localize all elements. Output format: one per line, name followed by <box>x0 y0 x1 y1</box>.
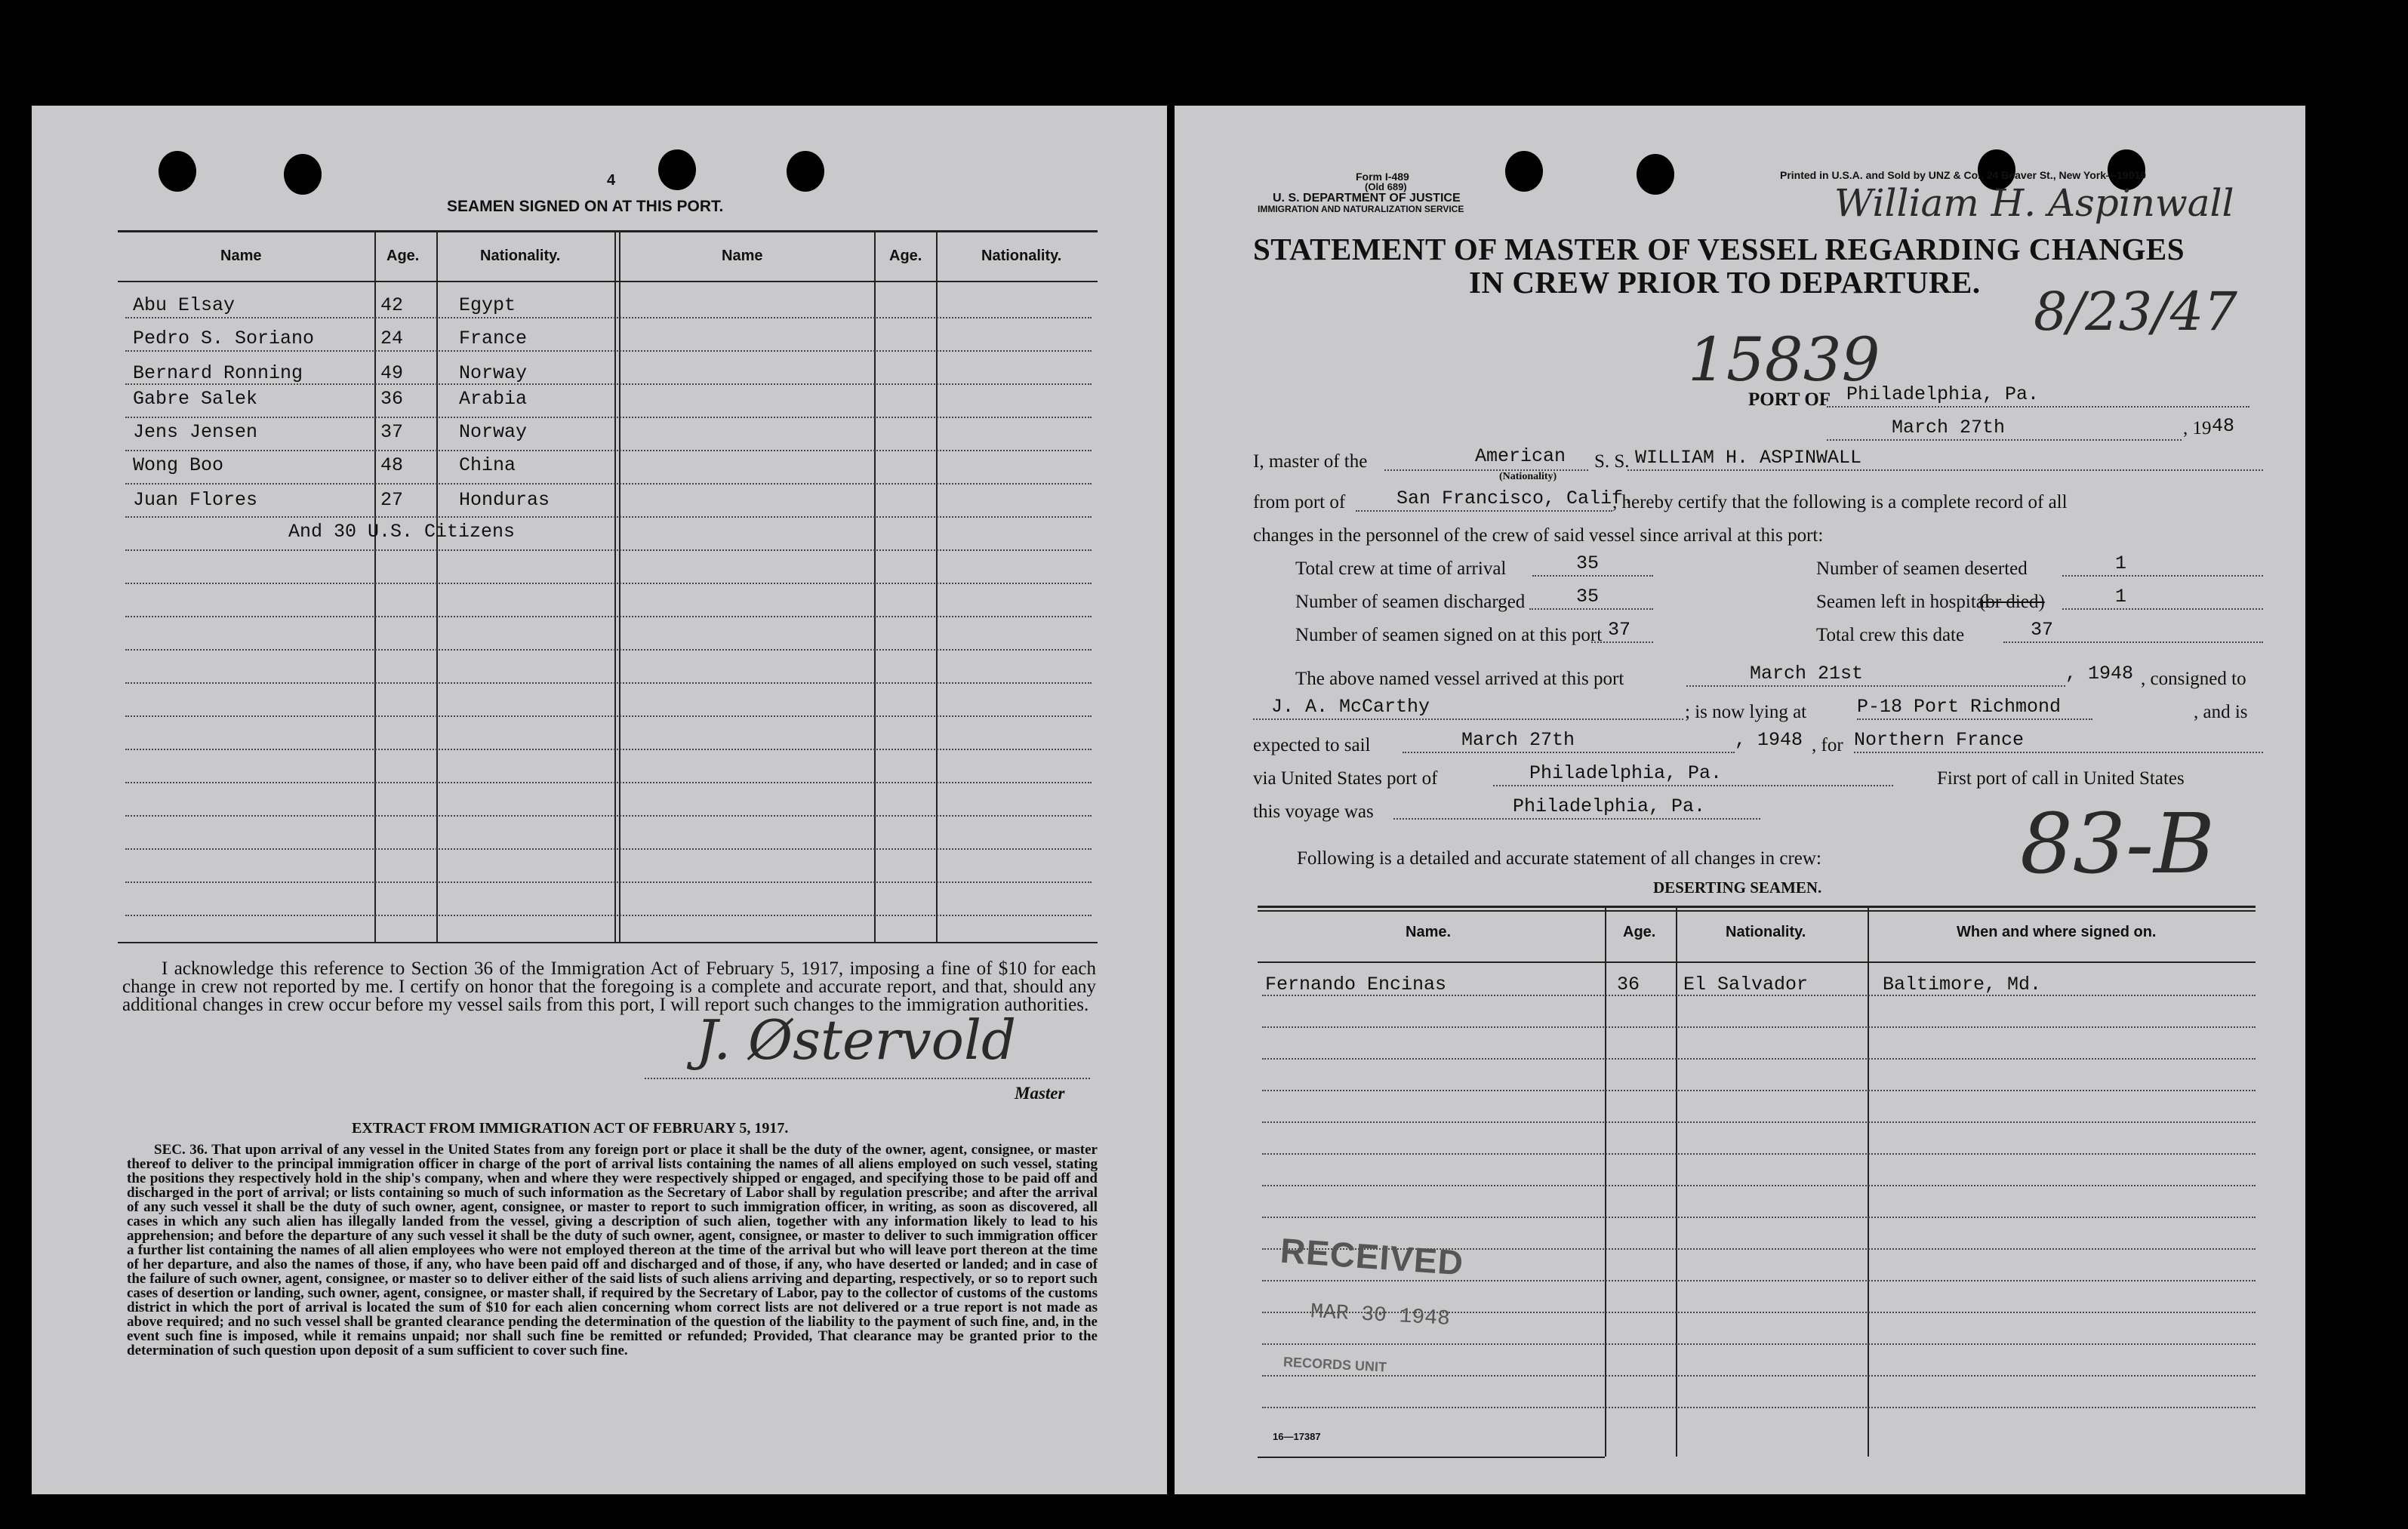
seaman-age: 24 <box>380 328 404 349</box>
arrived-year: , 1948 <box>2065 663 2134 685</box>
lying-value: P-18 Port Richmond <box>1857 696 2062 718</box>
received-stamp-unit: RECORDS UNIT <box>1283 1354 1387 1375</box>
and-is-label: , and is <box>2194 702 2248 722</box>
year-value: 48 <box>2212 415 2235 437</box>
destination-value: Northern France <box>1854 729 2025 751</box>
punch-hole <box>1505 151 1543 192</box>
col-header-signed-on: When and where signed on. <box>1957 924 2157 940</box>
deserter-name: Fernando Encinas <box>1265 974 1447 995</box>
first-port-label: First port of call in United States <box>1937 768 2185 789</box>
seaman-nationality: China <box>459 454 516 476</box>
col-header-nationality-2: Nationality. <box>981 248 1062 264</box>
vessel-name: WILLIAM H. ASPINWALL <box>1635 447 1862 469</box>
seaman-age: 48 <box>380 454 404 476</box>
seaman-name: Bernard Ronning <box>133 362 303 384</box>
arrived-label: The above named vessel arrived at this port <box>1295 669 1624 689</box>
signed-on-label: Number of seamen signed on at this port <box>1295 625 1603 645</box>
col-header-age: Age. <box>1623 924 1656 940</box>
nationality-value: American <box>1475 445 1566 467</box>
date-value: March 27th <box>1892 417 2006 438</box>
seaman-nationality: Norway <box>459 362 528 384</box>
following-label: Following is a detailed and accurate statement of all changes in crew: <box>1297 848 1821 869</box>
expected-year: , 1948 <box>1735 729 1803 751</box>
handwritten-vessel-name: William H. Aspinwall <box>1834 181 2234 225</box>
arrived-value: March 21st <box>1750 663 1864 685</box>
discharged-label: Number of seamen discharged <box>1295 592 1526 612</box>
from-port-value: San Francisco, Calif. <box>1396 488 1635 509</box>
from-port-label: from port of <box>1253 492 1346 512</box>
department: U. S. DEPARTMENT OF JUSTICE <box>1273 192 1461 205</box>
seaman-name: Wong Boo <box>133 454 224 476</box>
punch-hole <box>658 149 696 190</box>
col-header-nationality: Nationality. <box>480 248 561 264</box>
printer-note: Printed in U.S.A. and Sold by UNZ & Co., 24 Beaver St., New York—19019 <box>1780 169 2146 181</box>
col-header-name-2: Name <box>722 248 763 264</box>
signature-role: Master <box>1015 1084 1065 1103</box>
year-prefix: , 19 <box>2183 418 2212 438</box>
form-footer-number: 16—17387 <box>1273 1431 1321 1442</box>
signed-on-value: 37 <box>1608 619 1631 641</box>
extract-text: SEC. 36. That upon arrival of any vessel in the United States from any foreign port or place it shall be the duty of the owner, agent, consignee, or master thereof to deliver to the principal immigration officer in charge of the port of arrival lists containing the names of all aliens employed on such vessel, stating the positions they respectively hold in the ship's company, when and where they were respectively shipped or engaged, and specifying those to be paid off and discharged in the port of arrival; or lists containing so much of such information as the Secretary of Labor shall by regulation prescribe; and after the arrival of any such vessel it shall be the duty of such owner, agent, consignee, or master to report to such immigration officer, in writing, as soon as discovered, all cases in which any such alien has illegally landed from the vessel, giving a description of such alien, together with any information likely to lead to his apprehension; and before the departure of any such vessel it shall be the duty of such owner, agent, consignee, or master to deliver to such immigration officer a further list containing the names of all alien employees who were not employed thereon at the time of the arrival but who will leave port thereon at the time of her departure, and also the names of those, if any, who have been paid off and discharged and of those, if any, who have deserted or landed; and in case of the failure of such owner, agent, consignee, or master so to deliver either of the said lists of such aliens arriving and departing, respectively, or so to report such cases of desertion or landing, such owner, agent, consignee, or master shall, if required by the Secretary of Labor, pay to the collector of customs of the customs district in which the port of arrival is located the sum of $10 for each alien concerning whom correct lists are not delivered or a true report is not made as above required; and no such vessel shall be granted clearance pending the determination of the question of the liability to the payment of such fine, and, in the event such fine is imposed, while it remains unpaid; nor shall such fine be remitted or refunded; Provided, That clearance may be granted prior to the determination of such question upon deposit of a sum sufficient to cover such fine. <box>127 1142 1098 1358</box>
seaman-nationality: Norway <box>459 421 528 443</box>
seaman-name: Juan Flores <box>133 489 258 511</box>
seaman-nationality: Egypt <box>459 294 516 316</box>
deserter-signed-on: Baltimore, Md. <box>1883 974 2042 995</box>
col-header-age-2: Age. <box>889 248 922 264</box>
consigned-label: , consigned to <box>2141 669 2246 689</box>
page-number: 4 <box>607 172 616 189</box>
signed-on-heading: SEAMEN SIGNED ON AT THIS PORT. <box>447 198 724 215</box>
seaman-name: Pedro S. Soriano <box>133 328 315 349</box>
seaman-nationality: Arabia <box>459 388 528 410</box>
port-label: PORT OF <box>1748 389 1831 410</box>
handwritten-code: 83-B <box>2020 795 2215 892</box>
certify-text: , hereby certify that the following is a complete record of all <box>1612 492 2068 512</box>
citizens-note: And 30 U.S. Citizens <box>288 521 516 543</box>
form-old-number: (Old 689) <box>1365 181 1407 192</box>
hospital-struck-text: (or died) <box>1979 592 2045 612</box>
total-crew-date-label: Total crew this date <box>1816 625 1965 645</box>
ss-label: S. S. <box>1594 451 1630 472</box>
seaman-age: 37 <box>380 421 404 443</box>
total-crew-arrival-label: Total crew at time of arrival <box>1295 558 1507 579</box>
seaman-age: 27 <box>380 489 404 511</box>
voyage-label: this voyage was <box>1253 801 1374 822</box>
form-title-line2: IN CREW PRIOR TO DEPARTURE. <box>1469 265 1981 300</box>
seaman-nationality: Honduras <box>459 489 550 511</box>
deserting-heading: DESERTING SEAMEN. <box>1653 878 1822 897</box>
handwritten-number: 15839 <box>1688 325 1880 395</box>
punch-hole <box>787 151 824 192</box>
master-signature: J. Østervold <box>696 1008 1017 1072</box>
changes-text: changes in the personnel of the crew of said vessel since arrival at this port: <box>1253 525 1824 546</box>
form-number: Form I-489 <box>1356 171 1409 183</box>
expected-value: March 27th <box>1461 729 1575 751</box>
deserter-nationality: El Salvador <box>1683 974 1809 995</box>
for-label: , for <box>1812 735 1843 755</box>
received-stamp: RECEIVED <box>1279 1230 1465 1283</box>
nationality-caption: (Nationality) <box>1499 471 1557 482</box>
received-stamp-date: MAR 30 1948 <box>1310 1300 1451 1331</box>
punch-hole <box>159 151 196 192</box>
deserted-label: Number of seamen deserted <box>1816 558 2028 579</box>
seaman-name: Jens Jensen <box>133 421 258 443</box>
punch-hole <box>284 154 322 195</box>
seaman-name: Gabre Salek <box>133 388 258 410</box>
acknowledgement-text: I acknowledge this reference to Section 36 of the Immigration Act of February 5, 1917, imposing a fine of $10 for each change in crew not reported by me. I certify on honor that the foregoing is a complete and accurate report, and that, should any additional changes in crew occur before my vessel sails from this port, I will report such changes to the immigration authorities. <box>122 958 1096 1015</box>
seaman-age: 42 <box>380 294 404 316</box>
total-crew-date-value: 37 <box>2031 619 2054 641</box>
consignee-value: J. A. McCarthy <box>1271 696 1430 718</box>
via-value: Philadelphia, Pa. <box>1529 762 1723 784</box>
lying-label: ; is now lying at <box>1685 702 1807 722</box>
seaman-nationality: France <box>459 328 528 349</box>
form-title-line1: STATEMENT OF MASTER OF VESSEL REGARDING CHANGES <box>1253 232 2185 266</box>
handwritten-date: 8/23/47 <box>2034 281 2237 343</box>
col-header-name: Name <box>220 248 262 264</box>
extract-title: EXTRACT FROM IMMIGRATION ACT OF FEBRUARY 5, 1917. <box>352 1120 789 1137</box>
seaman-age: 49 <box>380 362 404 384</box>
seaman-name: Abu Elsay <box>133 294 236 316</box>
hospital-value: 1 <box>2115 586 2127 608</box>
service: IMMIGRATION AND NATURALIZATION SERVICE <box>1258 204 1464 214</box>
deserted-value: 1 <box>2115 552 2127 574</box>
total-crew-arrival-value: 35 <box>1576 552 1600 574</box>
left-page <box>32 106 1167 1494</box>
deserter-age: 36 <box>1617 974 1640 995</box>
right-page <box>1175 106 2305 1494</box>
col-header-nationality: Nationality. <box>1726 924 1806 940</box>
master-of-label: I, master of the <box>1253 451 1368 472</box>
seaman-age: 36 <box>380 388 404 410</box>
hospital-label: Seamen left in hospital <box>1816 592 1990 612</box>
via-label: via United States port of <box>1253 768 1438 789</box>
col-header-age: Age. <box>386 248 420 264</box>
discharged-value: 35 <box>1576 586 1600 608</box>
voyage-value: Philadelphia, Pa. <box>1513 795 1706 817</box>
col-header-name: Name. <box>1406 924 1452 940</box>
punch-hole <box>1637 154 1674 195</box>
expected-label: expected to sail <box>1253 735 1371 755</box>
port-value: Philadelphia, Pa. <box>1846 383 2040 405</box>
